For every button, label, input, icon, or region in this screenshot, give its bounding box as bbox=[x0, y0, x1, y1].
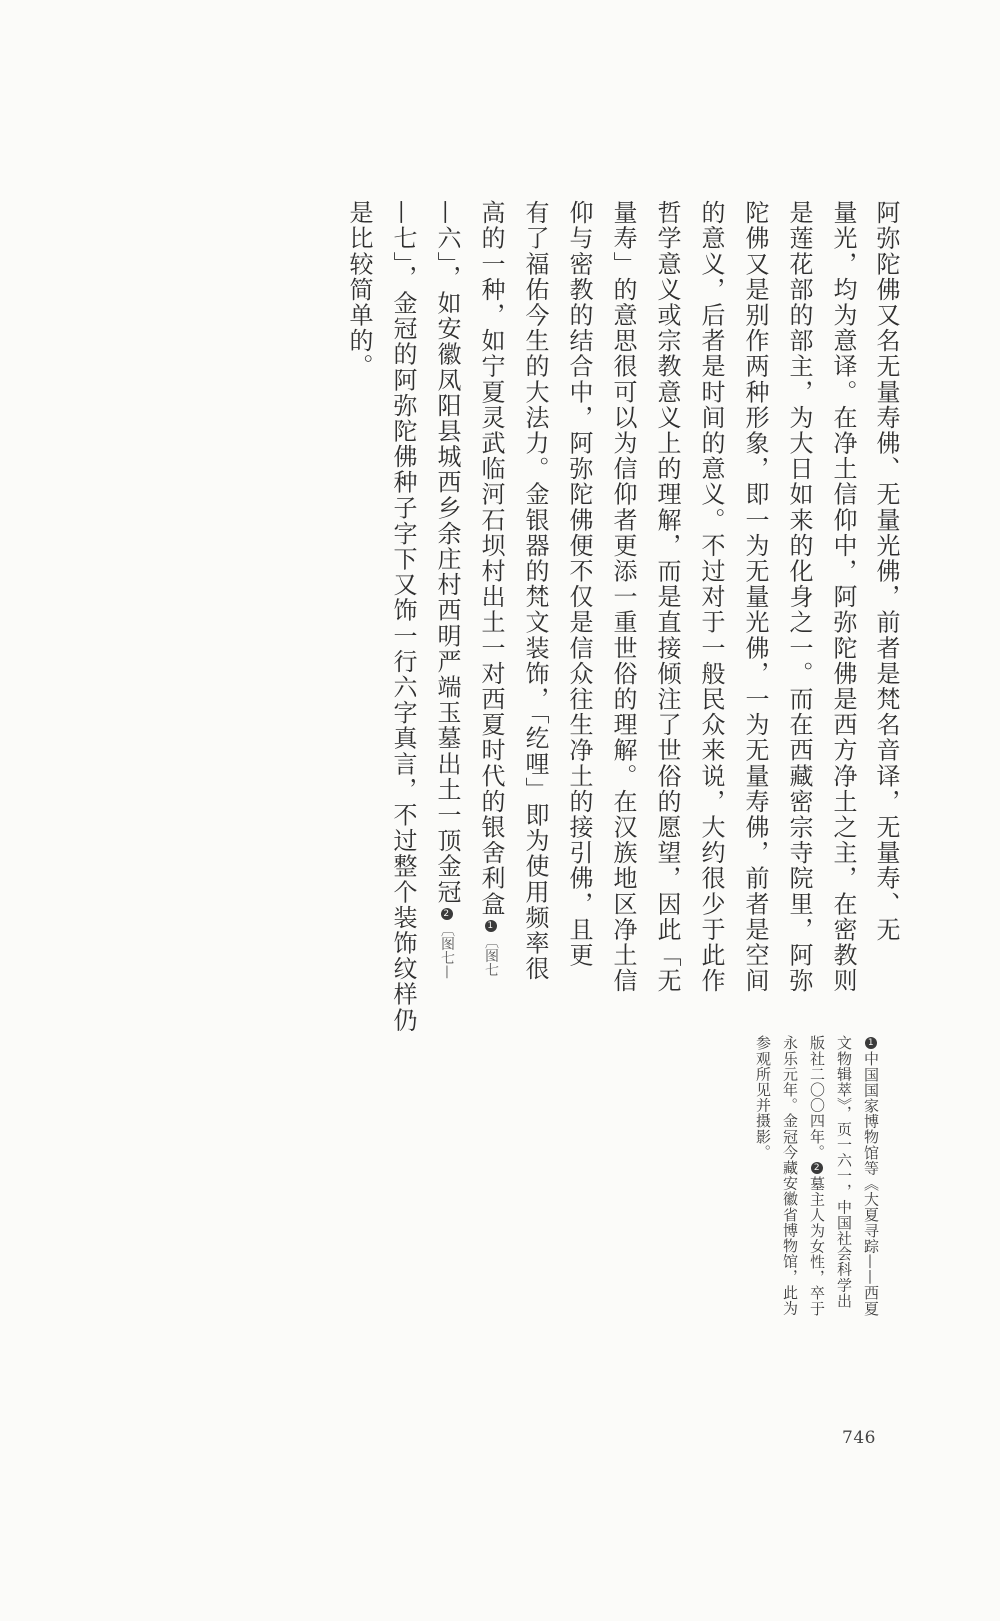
footnote-column: 1中国国家博物馆等《大夏寻踪——西夏 bbox=[862, 1038, 880, 1317]
text-column: 陀佛又是别作两种形象，即一为无量光佛，一为无量寿佛，前者是空间 bbox=[741, 200, 769, 994]
footnote-column: 永乐元年。金冠今藏安徽省博物馆，此为 bbox=[781, 1035, 799, 1316]
text-column: 的意义，后者是时间的意义。不过对于一般民众来说，大约很少于此作 bbox=[697, 200, 725, 994]
text-column: 是莲花部的部主，为大日如来的化身之一。而在西藏密宗寺院里，阿弥 bbox=[785, 200, 813, 994]
footnote-column: 参观所见并摄影。 bbox=[754, 1035, 772, 1160]
footnote-marker: 2 bbox=[811, 1162, 823, 1174]
text-column: 有了福佑今生的大法力。金银器的梵文装饰，「纥哩」即为使用频率很 bbox=[521, 200, 549, 982]
text-column: —七」，金冠的阿弥陀佛种子字下又饰一行六字真言，不过整个装饰纹样仍 bbox=[389, 200, 417, 1033]
figure-reference: 〔图七 bbox=[483, 934, 499, 977]
footnotes-block bbox=[718, 1035, 878, 1375]
footnote-column: 版社二〇〇四年。2墓主人为女性，卒于 bbox=[808, 1035, 826, 1317]
text-column: 是比较简单的。 bbox=[345, 200, 373, 380]
footnote-marker: 1 bbox=[865, 1037, 877, 1049]
text-column: 量寿」的意思很可以为信仰者更添一重世俗的理解。在汉族地区净土信 bbox=[609, 200, 637, 994]
text-column: —六」，如安徽凤阳县城西乡余庄村西明严端玉墓出土一顶金冠2〔图七— bbox=[433, 200, 461, 979]
footnote-marker: 2 bbox=[441, 908, 453, 920]
text-column: 哲学意义或宗教意义上的理解，而是直接倾注了世俗的愿望，因此「无 bbox=[653, 200, 681, 994]
text-column: 高的一种，如宁夏灵武临河石坝村出土一对西夏时代的银舍利盒1〔图七 bbox=[477, 200, 505, 977]
main-text-block bbox=[258, 200, 900, 1033]
footnote-marker: 1 bbox=[485, 920, 497, 932]
text-column: 阿弥陀佛又名无量寿佛、无量光佛，前者是梵名音译，无量寿、无 bbox=[872, 200, 900, 943]
page-number: 746 bbox=[842, 1428, 876, 1448]
footnote-column: 文物辑萃》，页一六一，中国社会科学出 bbox=[835, 1035, 853, 1309]
text-column: 量光，均为意译。在净土信仰中，阿弥陀佛是西方净土之主，在密教则 bbox=[829, 200, 857, 994]
text-column: 仰与密教的结合中，阿弥陀佛便不仅是信众往生净土的接引佛，且更 bbox=[565, 200, 593, 968]
figure-reference: 〔图七— bbox=[439, 922, 455, 979]
